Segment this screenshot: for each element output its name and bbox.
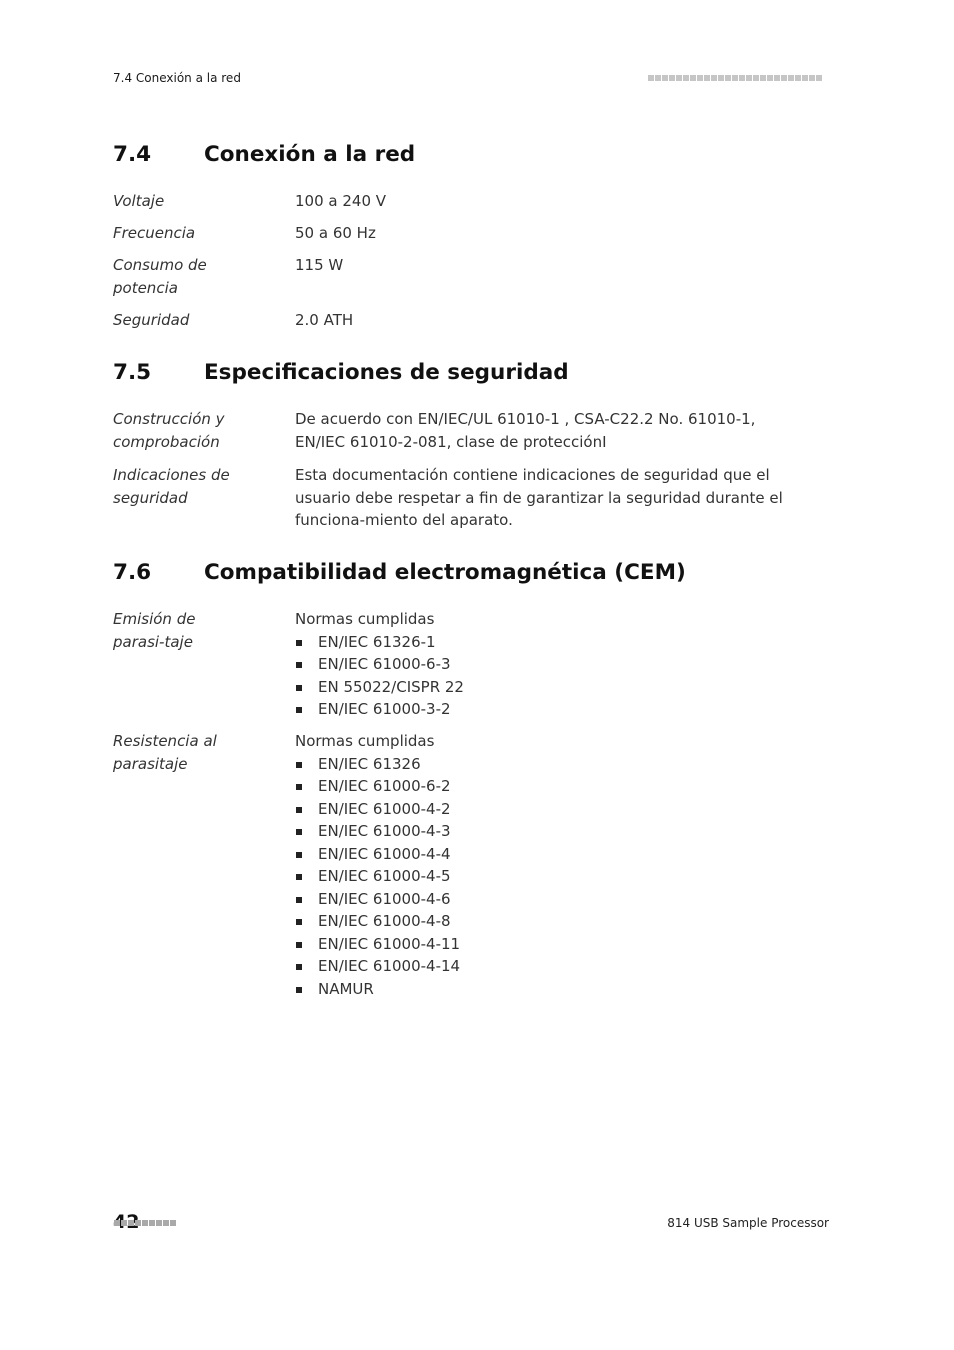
spec-value: 2.0 ATH [295,311,354,329]
spec-value: 115 W [295,256,344,274]
running-head: 7.4 Conexión a la red [113,71,241,85]
spec-value: Esta documentación contiene indicaciones de seguridad que el usuario debe respetar a fin de garantizar la seguridad durante el funciona-miento del aparato. [295,466,783,529]
list-item: NAMUR [295,978,815,1001]
list-item: EN 55022/CISPR 22 [295,676,815,699]
list-item: EN/IEC 61000-4-5 [295,865,815,888]
list-item: EN/IEC 61000-4-3 [295,820,815,843]
section-title: Conexión a la red [204,142,416,167]
footer-decoration [114,1220,176,1226]
spec-label: Emisión de parasi-taje [113,610,196,651]
spec-label: Voltaje [113,192,165,210]
spec-label: Indicaciones de seguridad [113,466,230,507]
section-title: Especificaciones de seguridad [204,360,569,385]
standards-list [295,631,815,721]
list-item: EN/IEC 61000-4-4 [295,843,815,866]
list-item: EN/IEC 61000-4-6 [295,888,815,911]
list-item: EN/IEC 61326-1 [295,631,815,654]
list-intro: Normas cumplidas [295,610,435,628]
spec-label: Resistencia al parasitaje [113,732,217,773]
section-title: Compatibilidad electromagnética (CEM) [204,560,686,585]
footer-product-title: 814 USB Sample Processor [667,1216,829,1230]
spec-value [295,608,815,721]
spec-label: Seguridad [113,311,190,329]
section-number: 7.4 [113,142,152,167]
section-number: 7.6 [113,560,152,585]
spec-value [295,730,815,1000]
standards-list [295,753,815,1001]
spec-value: De acuerdo con EN/IEC/UL 61010-1 , CSA-C22.2 No. 61010-1, EN/IEC 61010-2-081, clase de protecciónI [295,410,756,451]
list-item: EN/IEC 61000-6-2 [295,775,815,798]
list-item: EN/IEC 61000-4-2 [295,798,815,821]
section-number: 7.5 [113,360,152,385]
spec-label: Consumo de potencia [113,256,207,297]
spec-label: Frecuencia [113,224,196,242]
list-intro: Normas cumplidas [295,732,435,750]
section-heading-7-5 [113,360,569,385]
list-item: EN/IEC 61000-4-11 [295,933,815,956]
section-heading-7-4 [113,142,415,167]
header-decoration [648,75,822,81]
spec-value: 100 a 240 V [295,192,387,210]
list-item: EN/IEC 61000-4-14 [295,955,815,978]
spec-label: Construcción y comprobación [113,410,225,451]
list-item: EN/IEC 61326 [295,753,815,776]
list-item: EN/IEC 61000-4-8 [295,910,815,933]
spec-value: 50 a 60 Hz [295,224,376,242]
list-item: EN/IEC 61000-6-3 [295,653,815,676]
section-heading-7-6 [113,560,686,585]
list-item: EN/IEC 61000-3-2 [295,698,815,721]
